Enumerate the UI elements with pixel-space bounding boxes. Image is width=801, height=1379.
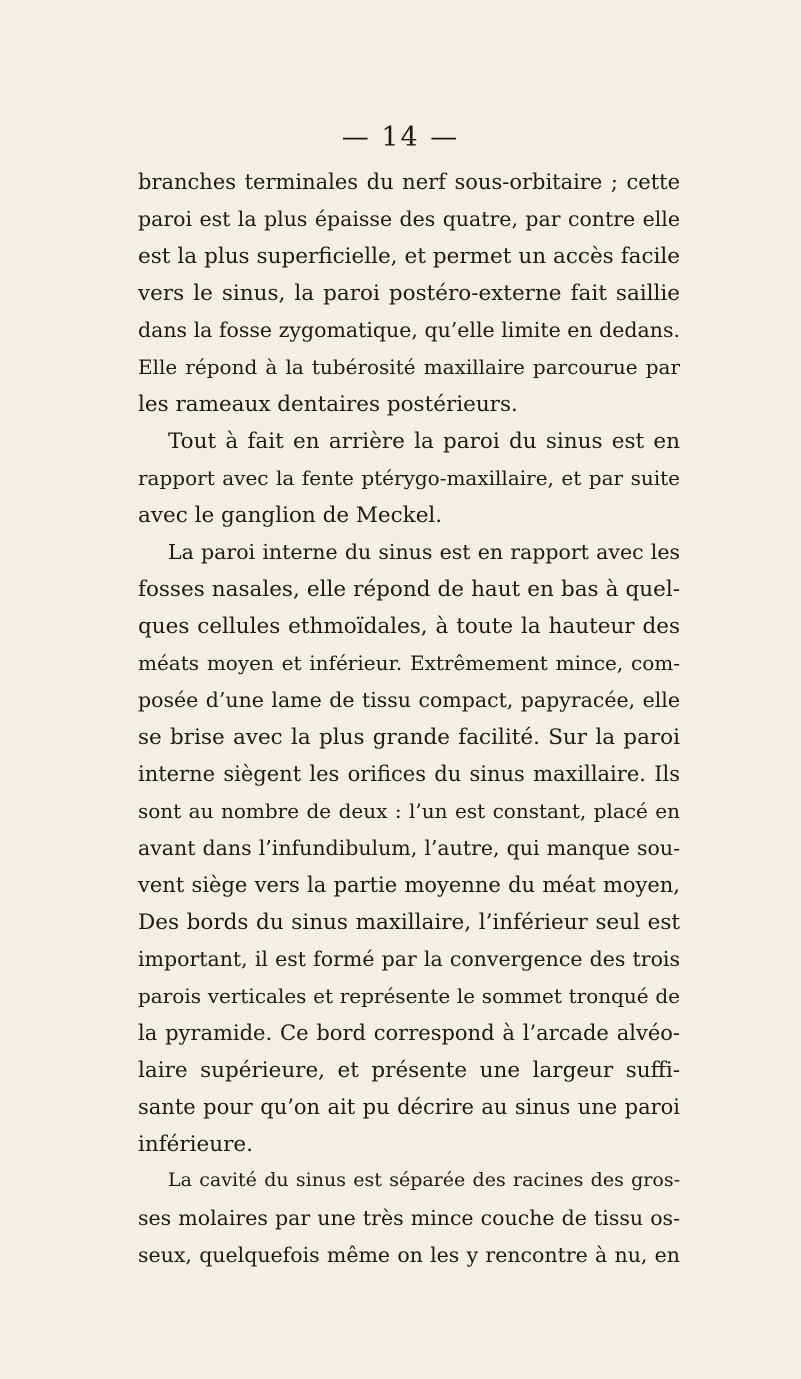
- text-line: parois verticales et représente le sommet tronqué de: [138, 984, 680, 1008]
- text-line: avec le ganglion de Meckel.: [138, 503, 443, 528]
- text-line: important, il est formé par la convergence des trois: [138, 947, 680, 971]
- text-line: fosses nasales, elle répond de haut en bas à quel-: [138, 577, 680, 602]
- text-line: Des bords du sinus maxillaire, l’inférieur seul est: [138, 910, 680, 935]
- page-number: — 14 —: [341, 122, 460, 153]
- text-line: La cavité du sinus est séparée des racines des gros-: [168, 1169, 680, 1191]
- text-line: posée d’une lame de tissu compact, papyracée, elle: [138, 688, 680, 712]
- text-line: paroi est la plus épaisse des quatre, par contre elle: [138, 207, 680, 231]
- text-line: ques cellules ethmoïdales, à toute la hauteur des: [138, 614, 680, 639]
- text-line: dans la fosse zygomatique, qu’elle limite en dedans.: [138, 318, 680, 342]
- text-line: ses molaires par une très mince couche de tissu os-: [138, 1206, 680, 1230]
- text-line: se brise avec la plus grande facilité. Sur la paroi: [138, 725, 680, 750]
- text-line: interne siègent les orifices du sinus maxillaire. Ils: [138, 762, 680, 786]
- text-line: sont au nombre de deux : l’un est constant, placé en: [138, 799, 680, 823]
- text-line: rapport avec la fente ptérygo-maxillaire, et par suite: [138, 466, 680, 490]
- text-line: les rameaux dentaires postérieurs.: [138, 392, 518, 417]
- text-line: méats moyen et inférieur. Extrêmement mince, com-: [138, 651, 680, 675]
- text-line: sante pour qu’on ait pu décrire au sinus une paroi: [138, 1095, 680, 1119]
- text-line: la pyramide. Ce bord correspond à l’arcade alvéo-: [138, 1021, 680, 1045]
- text-line: est la plus superficielle, et permet un accès facile: [138, 244, 680, 269]
- text-line: seux, quelquefois même on les y rencontre à nu, en: [138, 1243, 680, 1267]
- text-line: La paroi interne du sinus est en rapport avec les: [168, 540, 680, 564]
- text-line: Elle répond à la tubérosité maxillaire parcourue par: [138, 355, 680, 379]
- text-line: vent siège vers la partie moyenne du méat moyen,: [138, 873, 680, 897]
- text-line: Tout à fait en arrière la paroi du sinus est en: [168, 429, 680, 454]
- text-line: avant dans l’infundibulum, l’autre, qui manque sou-: [138, 836, 680, 860]
- text-line: branches terminales du nerf sous-orbitaire ; cette: [138, 170, 680, 194]
- text-line: vers le sinus, la paroi postéro-externe fait saillie: [138, 281, 680, 306]
- text-line: inférieure.: [138, 1132, 253, 1157]
- text-line: laire supérieure, et présente une largeur suffi-: [138, 1058, 680, 1083]
